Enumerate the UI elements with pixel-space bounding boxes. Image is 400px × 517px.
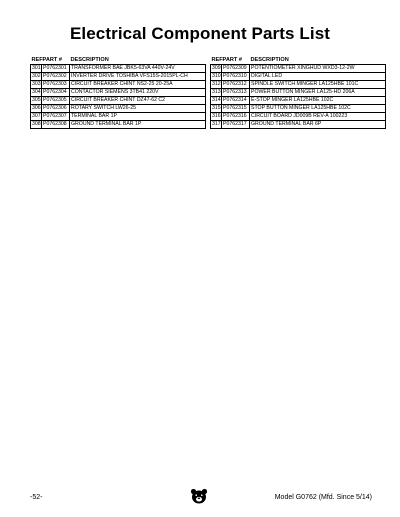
cell-ref: 317: [212, 121, 221, 127]
cell-description: POTENTIOMETER XINGHUD WXD3-12-2W: [250, 65, 386, 73]
table-row: [31, 97, 206, 105]
cell-part-number: P0762303: [42, 81, 70, 89]
table-row: [31, 65, 206, 73]
cell-ref: 305: [32, 97, 41, 103]
cell-description: ROTARY SWITCH LW26-25: [70, 105, 206, 113]
header-description: DESCRIPTION: [70, 56, 109, 63]
cell-description: DIGITAL LED: [250, 73, 386, 81]
table-row: [31, 89, 206, 97]
cell-ref: 309: [212, 65, 221, 71]
header-part: PART #: [42, 56, 62, 63]
cell-part-number: P0762316: [222, 113, 250, 121]
cell-description: TRANSFORMER BAE JBK5-63VA 440V-24V: [70, 65, 206, 73]
cell-part-number: P0762305: [42, 97, 70, 105]
cell-ref: 308: [32, 121, 41, 127]
table-row: [31, 73, 206, 81]
cell-part-number: P0762307: [42, 113, 70, 121]
cell-part-number: P0762306: [42, 105, 70, 113]
cell-description: CIRCUIT BOARD JD009B REV-A 100223: [250, 113, 386, 121]
cell-ref: 307: [32, 113, 41, 119]
table-row: [211, 97, 386, 105]
cell-description: SPINDLE SWITCH MINGER LA125HBE 101C: [250, 81, 386, 89]
table-row: [211, 65, 386, 73]
header-ref: REF: [31, 56, 43, 63]
cell-ref: 303: [32, 81, 41, 87]
cell-description: INVERTER DRIVE TOSHIBA VFS15S-2015PL-CH: [70, 73, 206, 81]
bear-head-logo-icon: [190, 488, 208, 504]
cell-part-number: P0762304: [42, 89, 70, 97]
table-row: [31, 121, 206, 129]
cell-part-number: P0762313: [222, 89, 250, 97]
cell-description: CIRCUIT BREAKER CHINT NS2-25 20-25A: [70, 81, 206, 89]
table-row: [211, 81, 386, 89]
cell-part-number: P0762317: [222, 121, 250, 129]
cell-ref: 302: [32, 73, 41, 79]
table-row: [31, 113, 206, 121]
cell-ref: 301: [32, 65, 41, 71]
cell-ref: 306: [32, 105, 41, 111]
table-header-row: [31, 56, 206, 65]
table-row: [211, 105, 386, 113]
cell-part-number: P0762312: [222, 81, 250, 89]
cell-part-number: P0762309: [222, 65, 250, 73]
cell-description: POWER BUTTON MINGER LA125-HD 206A: [250, 89, 386, 97]
cell-ref: 315: [212, 105, 221, 111]
parts-table-left: [30, 56, 206, 129]
cell-description: STOP BUTTON MINGER LA125HBE 102C: [250, 105, 386, 113]
table-header-row: [211, 56, 386, 65]
cell-description: E-STOP MINGER LA125HBE 102C: [250, 97, 386, 105]
cell-description: CONTACTOR SIEMENS 3TB41 220V: [70, 89, 206, 97]
cell-ref: 316: [212, 113, 221, 119]
cell-ref: 314: [212, 97, 221, 103]
cell-ref: 312: [212, 81, 221, 87]
header-ref: REF: [211, 56, 223, 63]
cell-part-number: P0762308: [42, 121, 70, 129]
cell-description: CIRCUIT BREAKER CHINT DZ47-62 C2: [70, 97, 206, 105]
table-row: [31, 81, 206, 89]
cell-part-number: P0762314: [222, 97, 250, 105]
page-number: -52-: [30, 494, 43, 501]
model-label: Model G0762 (Mfd. Since 5/14): [274, 494, 372, 501]
cell-ref: 304: [32, 89, 41, 95]
cell-ref: 313: [212, 89, 221, 95]
table-row: [31, 105, 206, 113]
cell-description: GROUND TERMINAL BAR 6P: [250, 121, 386, 129]
parts-table-left-body: [31, 65, 206, 129]
cell-part-number: P0762302: [42, 73, 70, 81]
cell-part-number: P0762310: [222, 73, 250, 81]
table-row: [211, 73, 386, 81]
cell-description: TERMINAL BAR 1P: [70, 113, 206, 121]
header-description: DESCRIPTION: [250, 56, 289, 63]
cell-ref: 310: [212, 73, 221, 79]
table-row: [211, 89, 386, 97]
table-row: [211, 113, 386, 121]
cell-part-number: P0762301: [42, 65, 70, 73]
header-part: PART #: [222, 56, 242, 63]
page-title: Electrical Component Parts List: [69, 24, 331, 43]
parts-table-right-body: [211, 65, 386, 129]
table-row: [211, 121, 386, 129]
parts-table-right: [210, 56, 386, 129]
cell-part-number: P0762315: [222, 105, 250, 113]
cell-description: GROUND TERMINAL BAR 1P: [70, 121, 206, 129]
